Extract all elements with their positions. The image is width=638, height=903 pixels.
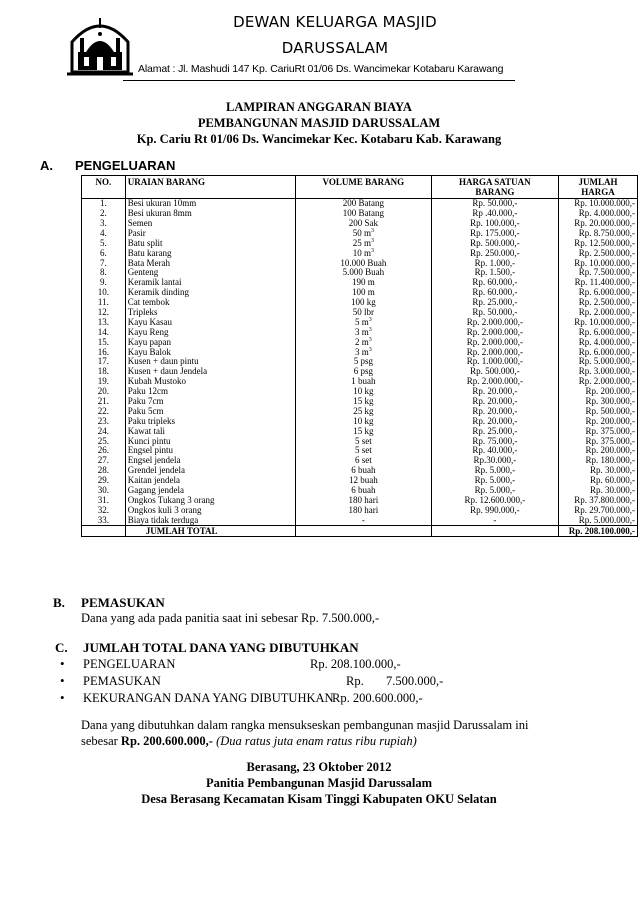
cell-unit-price: - <box>431 516 558 526</box>
cell-total: Rp. 200.000,- <box>559 446 638 456</box>
org-name-line1: DEWAN KELUARGA MASJID <box>233 13 437 31</box>
cell-total: Rp. 5.000.000,- <box>559 357 638 367</box>
cell-item: Kayu papan <box>125 337 295 347</box>
cell-total: Rp. 375.000,- <box>559 436 638 446</box>
doc-title-line3: Kp. Cariu Rt 01/06 Ds. Wancimekar Kec. Kotabaru Kab. Karawang <box>136 132 502 146</box>
cell-unit-price: Rp. 40.000,- <box>431 446 558 456</box>
cell-volume: 3 $m^3$ <box>296 328 432 338</box>
cell-volume: 5 set <box>296 446 432 456</box>
summary-expenses-value: Rp. 208.100.000,- <box>310 657 401 671</box>
header-divider <box>123 80 515 81</box>
cell-total: Rp. 29.700.000,- <box>559 506 638 516</box>
cell-item: Kawat tali <box>125 426 295 436</box>
total-label: JUMLAH TOTAL <box>125 526 295 537</box>
cell-item: Ongkos Tukang 3 orang <box>125 496 295 506</box>
table-body <box>82 199 638 526</box>
cell-no: 13. <box>82 318 126 328</box>
cell-total: Rp. 20.000.000,- <box>559 219 638 229</box>
cell-no: 25. <box>82 436 126 446</box>
section-b-letter: B. <box>53 595 65 610</box>
cell-item: Paku 12cm <box>125 387 295 397</box>
unit-exponent: 3 <box>370 247 374 254</box>
cell-volume: 25 $m^3$ <box>296 239 432 249</box>
cell-unit-price: Rp. 2.000.000,- <box>431 347 558 357</box>
cell-volume: 5 psg <box>296 357 432 367</box>
cell-volume: 10 kg <box>296 417 432 427</box>
unit-exponent: 3 <box>368 326 372 333</box>
cell-volume: 180 hari <box>296 496 432 506</box>
cell-no: 27. <box>82 456 126 466</box>
col-unit-price: HARGA SATUAN BARANG <box>431 176 558 199</box>
unit-exponent: 3 <box>370 237 374 244</box>
cell-volume: 6 buah <box>296 466 432 476</box>
col-item: URAIAN BARANG <box>125 176 295 199</box>
doc-title-line2: PEMBANGUNAN MASJID DARUSSALAM <box>197 116 441 130</box>
cell-total: Rp. 4.000.000,- <box>559 209 638 219</box>
cell-volume: 6 set <box>296 456 432 466</box>
cell-total: Rp. 2.500.000,- <box>559 298 638 308</box>
section-a-heading: PENGELUARAN <box>75 158 176 173</box>
cell-volume: 10 $m^3$ <box>296 248 432 258</box>
cell-no: 30. <box>82 486 126 496</box>
org-address: Alamat : Jl. Mashudi 147 Kp. CariuRt 01/06 Ds. Wancimekar Kotabaru Karawang <box>138 63 504 75</box>
cell-no: 11. <box>82 298 126 308</box>
cell-volume: 15 kg <box>296 397 432 407</box>
cell-no: 7. <box>82 258 126 268</box>
cell-volume: - <box>296 516 432 526</box>
signature-committee: Panitia Pembangunan Masjid Darussalam <box>205 776 433 790</box>
unit-exponent: 3 <box>368 346 372 353</box>
cell-total: Rp. 7.500.000,- <box>559 268 638 278</box>
summary-income-label: PEMASUKAN <box>83 674 161 688</box>
cell-total: Rp. 30.000,- <box>559 486 638 496</box>
cell-total: Rp. 3.000.000,- <box>559 367 638 377</box>
closing-line1: Dana yang dibutuhkan dalam rangka mensukseskan pembangunan masjid Darussalam ini <box>81 718 529 732</box>
cell-no: 21. <box>82 397 126 407</box>
cell-unit-price: Rp. 20.000,- <box>431 397 558 407</box>
cell-no: 2. <box>82 209 126 219</box>
cell-item: Paku 5cm <box>125 407 295 417</box>
cell-total: Rp. 10.000.000,- <box>559 258 638 268</box>
cell-volume: 5 set <box>296 436 432 446</box>
cell-item: Keramik dinding <box>125 288 295 298</box>
cell-no: 19. <box>82 377 126 387</box>
closing-prefix: sebesar <box>81 734 121 748</box>
cell-no: 3. <box>82 219 126 229</box>
cell-no: 10. <box>82 288 126 298</box>
cell-no: 31. <box>82 496 126 506</box>
mosque-icon <box>64 12 136 80</box>
cell-unit-price: Rp. 1.500,- <box>431 268 558 278</box>
doc-title-line1: LAMPIRAN ANGGARAN BIAYA <box>226 100 412 114</box>
cell-no: 17. <box>82 357 126 367</box>
cell-unit-price: Rp. 5.000,- <box>431 486 558 496</box>
closing-amount-words: (Dua ratus juta enam ratus ribu rupiah) <box>216 734 417 748</box>
cell-unit-price: Rp. 1.000.000,- <box>431 357 558 367</box>
cell-unit-price: Rp. 250.000,- <box>431 248 558 258</box>
cell-unit-price: Rp.30.000,- <box>431 456 558 466</box>
cell-item: Kusen + daun Jendela <box>125 367 295 377</box>
cell-no: 23. <box>82 417 126 427</box>
cell-item: Kayu Kasau <box>125 318 295 328</box>
bullet-icon: • <box>60 690 65 705</box>
cell-total: Rp. 200.000,- <box>559 417 638 427</box>
cell-total: Rp. 30.000,- <box>559 466 638 476</box>
cell-volume: 180 hari <box>296 506 432 516</box>
cell-item: Kunci pintu <box>125 436 295 446</box>
cell-unit-price: Rp. 20.000,- <box>431 387 558 397</box>
cell-unit-price: Rp. 60.000,- <box>431 288 558 298</box>
cell-volume: 3 $m^3$ <box>296 347 432 357</box>
cell-no: 8. <box>82 268 126 278</box>
cell-unit-price: Rp. 2.000.000,- <box>431 337 558 347</box>
cell-no: 28. <box>82 466 126 476</box>
cell-item: Cat tembok <box>125 298 295 308</box>
cell-no: 15. <box>82 337 126 347</box>
unit-exponent: 3 <box>368 316 372 323</box>
cell-item: Paku tripleks <box>125 417 295 427</box>
table-header-row <box>82 176 638 199</box>
mosque-logo <box>64 12 136 80</box>
cell-total: Rp. 6.000.000,- <box>559 347 638 357</box>
cell-item: Kaitan jendela <box>125 476 295 486</box>
cell-unit-price: Rp. 2.000.000,- <box>431 318 558 328</box>
cell-no: 9. <box>82 278 126 288</box>
cell-unit-price: Rp. 5.000,- <box>431 466 558 476</box>
cell-unit-price: Rp. 1.000,- <box>431 258 558 268</box>
cell-total: Rp. 8.750.000,- <box>559 229 638 239</box>
closing-amount: Rp. 200.600.000,- <box>120 734 213 748</box>
cell-volume: 100 kg <box>296 298 432 308</box>
section-b-heading: PEMASUKAN <box>81 595 165 610</box>
section-b-text: Dana yang ada pada panitia saat ini sebesar Rp. 7.500.000,- <box>81 611 380 625</box>
cell-no: 32. <box>82 506 126 516</box>
cell-item: Besi ukuran 10mm <box>125 199 295 209</box>
closing-line2 <box>81 734 417 749</box>
cell-total: Rp. 4.000.000,- <box>559 337 638 347</box>
cell-item: Tripleks <box>125 308 295 318</box>
cell-item: Semen <box>125 219 295 229</box>
cell-total: Rp. 6.000.000,- <box>559 328 638 338</box>
cell-no: 24. <box>82 426 126 436</box>
cell-total: Rp. 2.500.000,- <box>559 248 638 258</box>
cell-unit-price: Rp. 5.000,- <box>431 476 558 486</box>
cell-volume: 200 Sak <box>296 219 432 229</box>
cell-item: Biaya tidak terduga <box>125 516 295 526</box>
cell-item: Besi ukuran 8mm <box>125 209 295 219</box>
cell-item: Bata Merah <box>125 258 295 268</box>
cell-volume: 2 $m^3$ <box>296 337 432 347</box>
cell-volume: 1 buah <box>296 377 432 387</box>
cell-total: Rp. 5.000.000,- <box>559 516 638 526</box>
cell-volume: 5.000 Buah <box>296 268 432 278</box>
cell-item: Kayu Balok <box>125 347 295 357</box>
cell-volume: 12 buah <box>296 476 432 486</box>
cell-unit-price: Rp. 25.000,- <box>431 298 558 308</box>
cell-unit-price: Rp. 2.000.000,- <box>431 328 558 338</box>
cell-item: Engsel pintu <box>125 446 295 456</box>
cell-item: Gagang jendela <box>125 486 295 496</box>
col-no: NO. <box>82 176 126 199</box>
cell-unit-price: Rp. 20.000,- <box>431 407 558 417</box>
cell-item: Kayu Reng <box>125 328 295 338</box>
cell-unit-price: Rp. 100.000,- <box>431 219 558 229</box>
cell-no: 1. <box>82 199 126 209</box>
col-total: JUMLAH HARGA <box>559 176 638 199</box>
cell-no: 22. <box>82 407 126 417</box>
section-c-heading: JUMLAH TOTAL DANA YANG DIBUTUHKAN <box>83 640 359 655</box>
org-name-line2: DARUSSALAM <box>281 39 389 57</box>
unit-exponent: 3 <box>370 227 374 234</box>
summary-income-value: 7.500.000,- <box>386 674 444 688</box>
cell-volume: 6 psg <box>296 367 432 377</box>
cell-item: Kubah Mustoko <box>125 377 295 387</box>
cell-total: Rp. 60.000,- <box>559 476 638 486</box>
cell-total: Rp. 200.000,- <box>559 387 638 397</box>
cell-volume: 15 kg <box>296 426 432 436</box>
cell-total: Rp. 11.400.000,- <box>559 278 638 288</box>
cell-volume: 50 $m^3$ <box>296 229 432 239</box>
cell-item: Kusen + daun pintu <box>125 357 295 367</box>
cell-no: 12. <box>82 308 126 318</box>
section-a-letter: A. <box>40 158 53 173</box>
summary-shortfall-value: Rp. 200.600.000,- <box>332 691 423 705</box>
cell-item: Pasir <box>125 229 295 239</box>
cell-unit-price: Rp. 2.000.000,- <box>431 377 558 387</box>
cell-unit-price: Rp. 50.000,- <box>431 308 558 318</box>
section-c-letter: C. <box>55 640 68 655</box>
cell-unit-price: Rp. 20.000,- <box>431 417 558 427</box>
cell-volume: 50 lbr <box>296 308 432 318</box>
cell-no: 18. <box>82 367 126 377</box>
cell-unit-price: Rp. 12.600.000,- <box>431 496 558 506</box>
cell-no: 26. <box>82 446 126 456</box>
cell-item: Batu karang <box>125 248 295 258</box>
cell-item: Ongkos kuli 3 orang <box>125 506 295 516</box>
cell-unit-price: Rp. 75.000,- <box>431 436 558 446</box>
cell-no: 14. <box>82 328 126 338</box>
cell-total: Rp. 2.000.000,- <box>559 308 638 318</box>
cell-total: Rp. 10.000.000,- <box>559 318 638 328</box>
cell-item: Engsel jendela <box>125 456 295 466</box>
cell-unit-price: Rp. 175.000,- <box>431 229 558 239</box>
cell-no: 4. <box>82 229 126 239</box>
cell-unit-price: Rp. 500.000,- <box>431 239 558 249</box>
cell-volume: 5 $m^3$ <box>296 318 432 328</box>
cell-unit-price: Rp. 990.000,- <box>431 506 558 516</box>
cell-item: Keramik lantai <box>125 278 295 288</box>
signature-location: Desa Berasang Kecamatan Kisam Tinggi Kabupaten OKU Selatan <box>141 792 497 806</box>
table-row <box>82 516 638 526</box>
summary-income-prefix: Rp. <box>346 674 364 688</box>
cell-no: 5. <box>82 239 126 249</box>
cell-total: Rp. 6.000.000,- <box>559 288 638 298</box>
total-value: Rp. 208.100.000,- <box>559 526 638 537</box>
unit-exponent: 3 <box>368 336 372 343</box>
cell-unit-price: Rp .40.000,- <box>431 209 558 219</box>
cell-no: 29. <box>82 476 126 486</box>
cell-item: Paku 7cm <box>125 397 295 407</box>
cell-volume: 10 kg <box>296 387 432 397</box>
cell-unit-price: Rp. 500.000,- <box>431 367 558 377</box>
cell-total: Rp. 375.000,- <box>559 426 638 436</box>
bullet-icon: • <box>60 656 65 671</box>
table-total-row <box>82 526 638 537</box>
cell-unit-price: Rp. 50.000,- <box>431 199 558 209</box>
cell-item: Batu split <box>125 239 295 249</box>
cell-total: Rp. 500.000,- <box>559 407 638 417</box>
cell-no: 33. <box>82 516 126 526</box>
cell-item: Genteng <box>125 268 295 278</box>
cell-total: Rp. 12.500.000,- <box>559 239 638 249</box>
signature-place-date: Berasang, 23 Oktober 2012 <box>246 760 392 774</box>
cell-total: Rp. 300.000,- <box>559 397 638 407</box>
bullet-icon: • <box>60 673 65 688</box>
cell-volume: 10.000 Buah <box>296 258 432 268</box>
summary-expenses-label: PENGELUARAN <box>83 657 176 671</box>
col-volume: VOLUME BARANG <box>296 176 432 199</box>
cell-volume: 6 buah <box>296 486 432 496</box>
cell-volume: 190 m <box>296 278 432 288</box>
cell-total: Rp. 180.000,- <box>559 456 638 466</box>
budget-table <box>81 175 638 537</box>
cell-volume: 100 m <box>296 288 432 298</box>
cell-unit-price: Rp. 25.000,- <box>431 426 558 436</box>
cell-item: Grendel jendela <box>125 466 295 476</box>
cell-total: Rp. 37.800.000,- <box>559 496 638 506</box>
cell-volume: 100 Batang <box>296 209 432 219</box>
cell-unit-price: Rp. 60.000,- <box>431 278 558 288</box>
cell-total: Rp. 2.000.000,- <box>559 377 638 387</box>
cell-total: Rp. 10.000.000,- <box>559 199 638 209</box>
summary-shortfall-label: KEKURANGAN DANA YANG DIBUTUHKAN <box>83 691 334 705</box>
cell-volume: 25 kg <box>296 407 432 417</box>
cell-volume: 200 Batang <box>296 199 432 209</box>
cell-no: 6. <box>82 248 126 258</box>
cell-no: 16. <box>82 347 126 357</box>
cell-no: 20. <box>82 387 126 397</box>
